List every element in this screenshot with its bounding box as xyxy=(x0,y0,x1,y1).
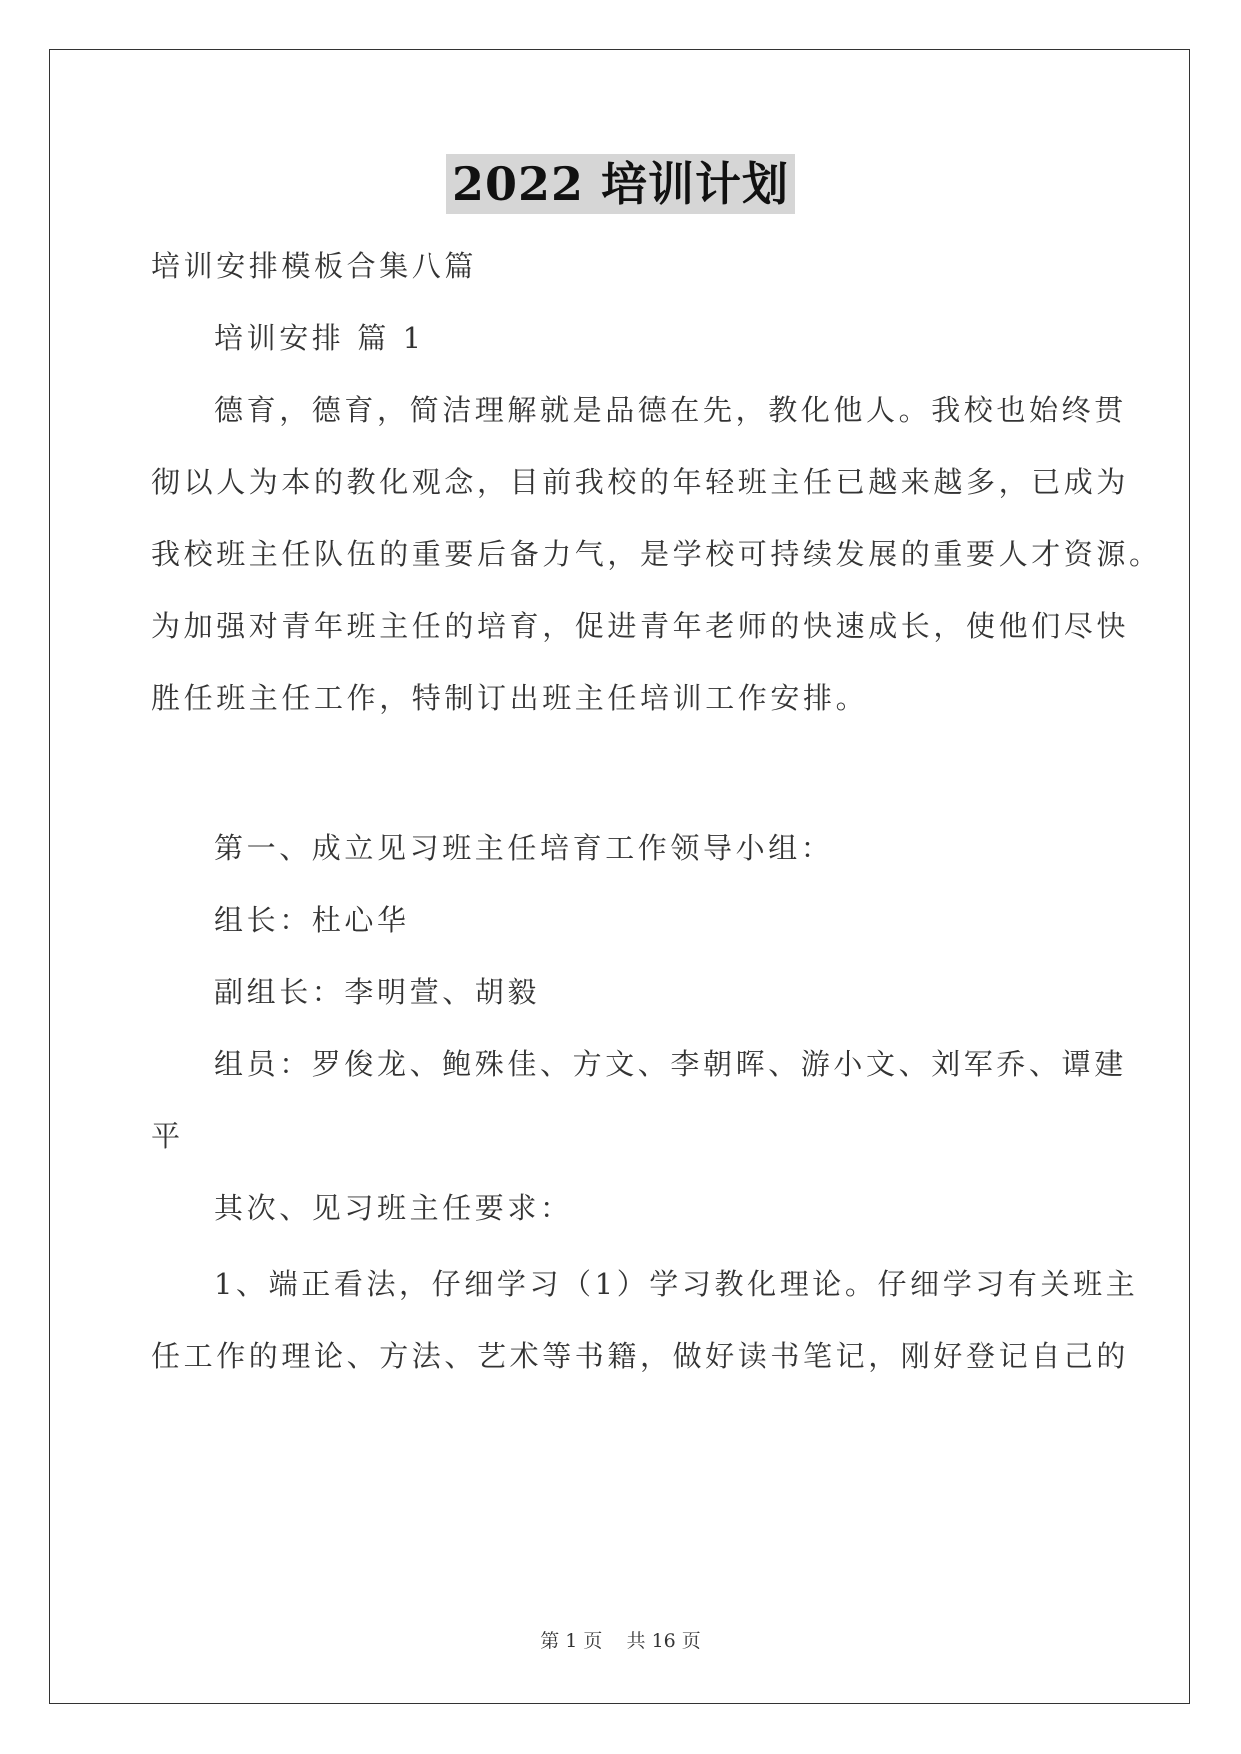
section-heading: 培训安排 篇 1 xyxy=(214,321,425,355)
body-line: 第一、成立见习班主任培育工作领导小组： xyxy=(214,831,834,865)
page-border xyxy=(49,49,1190,1704)
subtitle-line: 培训安排模板合集八篇 xyxy=(151,249,478,283)
body-line: 彻以人为本的教化观念，目前我校的年轻班主任已越来越多，已成为 xyxy=(151,465,1130,499)
title-container xyxy=(0,154,1241,214)
page-number: 第 1 页 共 16 页 xyxy=(540,1630,701,1652)
body-line: 为加强对青年班主任的培育，促进青年老师的快速成长，使他们尽快 xyxy=(151,609,1130,643)
body-line: 副组长：李明萱、胡毅 xyxy=(214,975,541,1009)
body-line: 胜任班主任工作，特制订出班主任培训工作安排。 xyxy=(151,681,869,715)
body-line: 我校班主任队伍的重要后备力气，是学校可持续发展的重要人才资源。 xyxy=(151,537,1162,571)
body-line: 组长：杜心华 xyxy=(214,903,410,937)
body-line: 平 xyxy=(151,1119,184,1153)
body-line: 1、端正看法，仔细学习（1）学习教化理论。仔细学习有关班主 xyxy=(214,1267,1139,1301)
body-line: 其次、见习班主任要求： xyxy=(214,1191,573,1225)
body-line: 任工作的理论、方法、艺术等书籍，做好读书笔记，刚好登记自己的 xyxy=(151,1339,1130,1373)
body-line: 组员：罗俊龙、鲍殊佳、方文、李朝晖、游小文、刘军乔、谭建 xyxy=(214,1047,1127,1081)
body-line: 德育，德育，简洁理解就是品德在先，教化他人。我校也始终贯 xyxy=(214,393,1127,427)
document-title: 2022 培训计划 xyxy=(446,154,795,214)
